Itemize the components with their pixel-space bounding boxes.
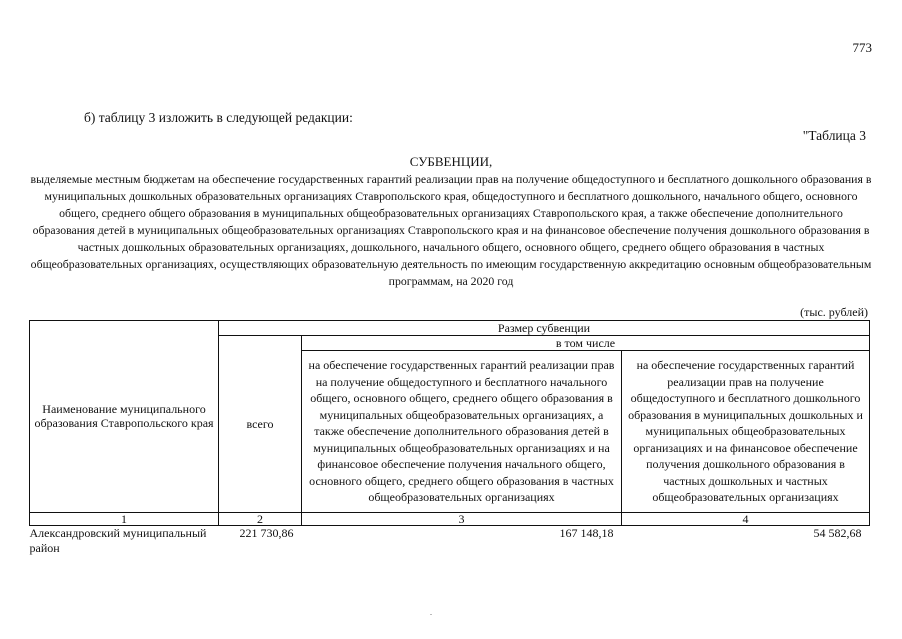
header-including: в том числе [302,336,870,351]
row-name: Александровский муниципальный район [29,525,207,555]
page-number: 773 [852,40,872,55]
header-col3: на обеспечение государственных гарантий реализации прав на получение общедоступного и бесплатного начального общего, основного общего, среднего общего образования в муниципальных общеобразовательных организациях, а также обеспечение дополнительного образования детей в муниципальных общеобразовательных организациях и на финансовое обеспечение получения начального общего, основного общего, среднего общего образования в частных общеобразовательных организациях [302,351,622,513]
intro-text: б) таблицу 3 изложить в следующей редакции: [84,110,353,125]
column-numbers-row [30,512,870,525]
header-col4: на обеспечение государственных гарантий реализации прав на получение общедоступного и бесплатного дошкольного образования в муниципальных дошкольных и муниципальных общеобразовательных организациях и на финансовое обеспечение получения дошкольного образования в частных дошкольных и частных общеобразовательных организациях [622,351,870,513]
scan-speck [430,614,432,615]
table-reference: "Таблица 3 [802,128,866,143]
header-name: Наименование муниципального образования Ставропольского края [30,321,219,513]
subventions-table [29,320,870,556]
header-total: всего [219,336,302,513]
table-row [30,525,870,556]
row-col4: 54 582,68 [813,525,862,540]
column-number: 3 [302,512,622,525]
column-number: 4 [622,512,870,525]
header-amount: Размер субвенции [219,321,870,336]
document-title: СУБВЕНЦИИ, [409,154,493,169]
document-subtitle: выделяемые местным бюджетам на обеспечение государственных гарантий реализации прав на получение общедоступного и бесплатного дошкольного образования в муниципальных дошкольных образовательных организациях Ставропольского края, общедоступного и бесплатного дошкольного, начального общего, основного общего, среднего общего образования в муниципальных общеобразовательных организациях Ставропольского края, а также обеспечение дополнительного образования детей в муниципальных общеобразовательных организациях Ставропольского края и на финансовое обеспечение получения дошкольного образования в частных дошкольных образовательных организациях, дошкольного, начального общего, основного общего, среднего общего образования в частных общеобразовательных организациях, осуществляющих образовательную деятельность по имеющим государственную аккредитацию основным общеобразовательным программам, на 2020 год [30,172,872,288]
units-label: (тыс. рублей) [800,305,868,319]
row-total: 221 730,86 [239,525,294,540]
header-row-1 [30,321,870,336]
row-col3: 167 148,18 [559,525,614,540]
column-number: 2 [219,512,302,525]
column-number: 1 [30,512,219,525]
